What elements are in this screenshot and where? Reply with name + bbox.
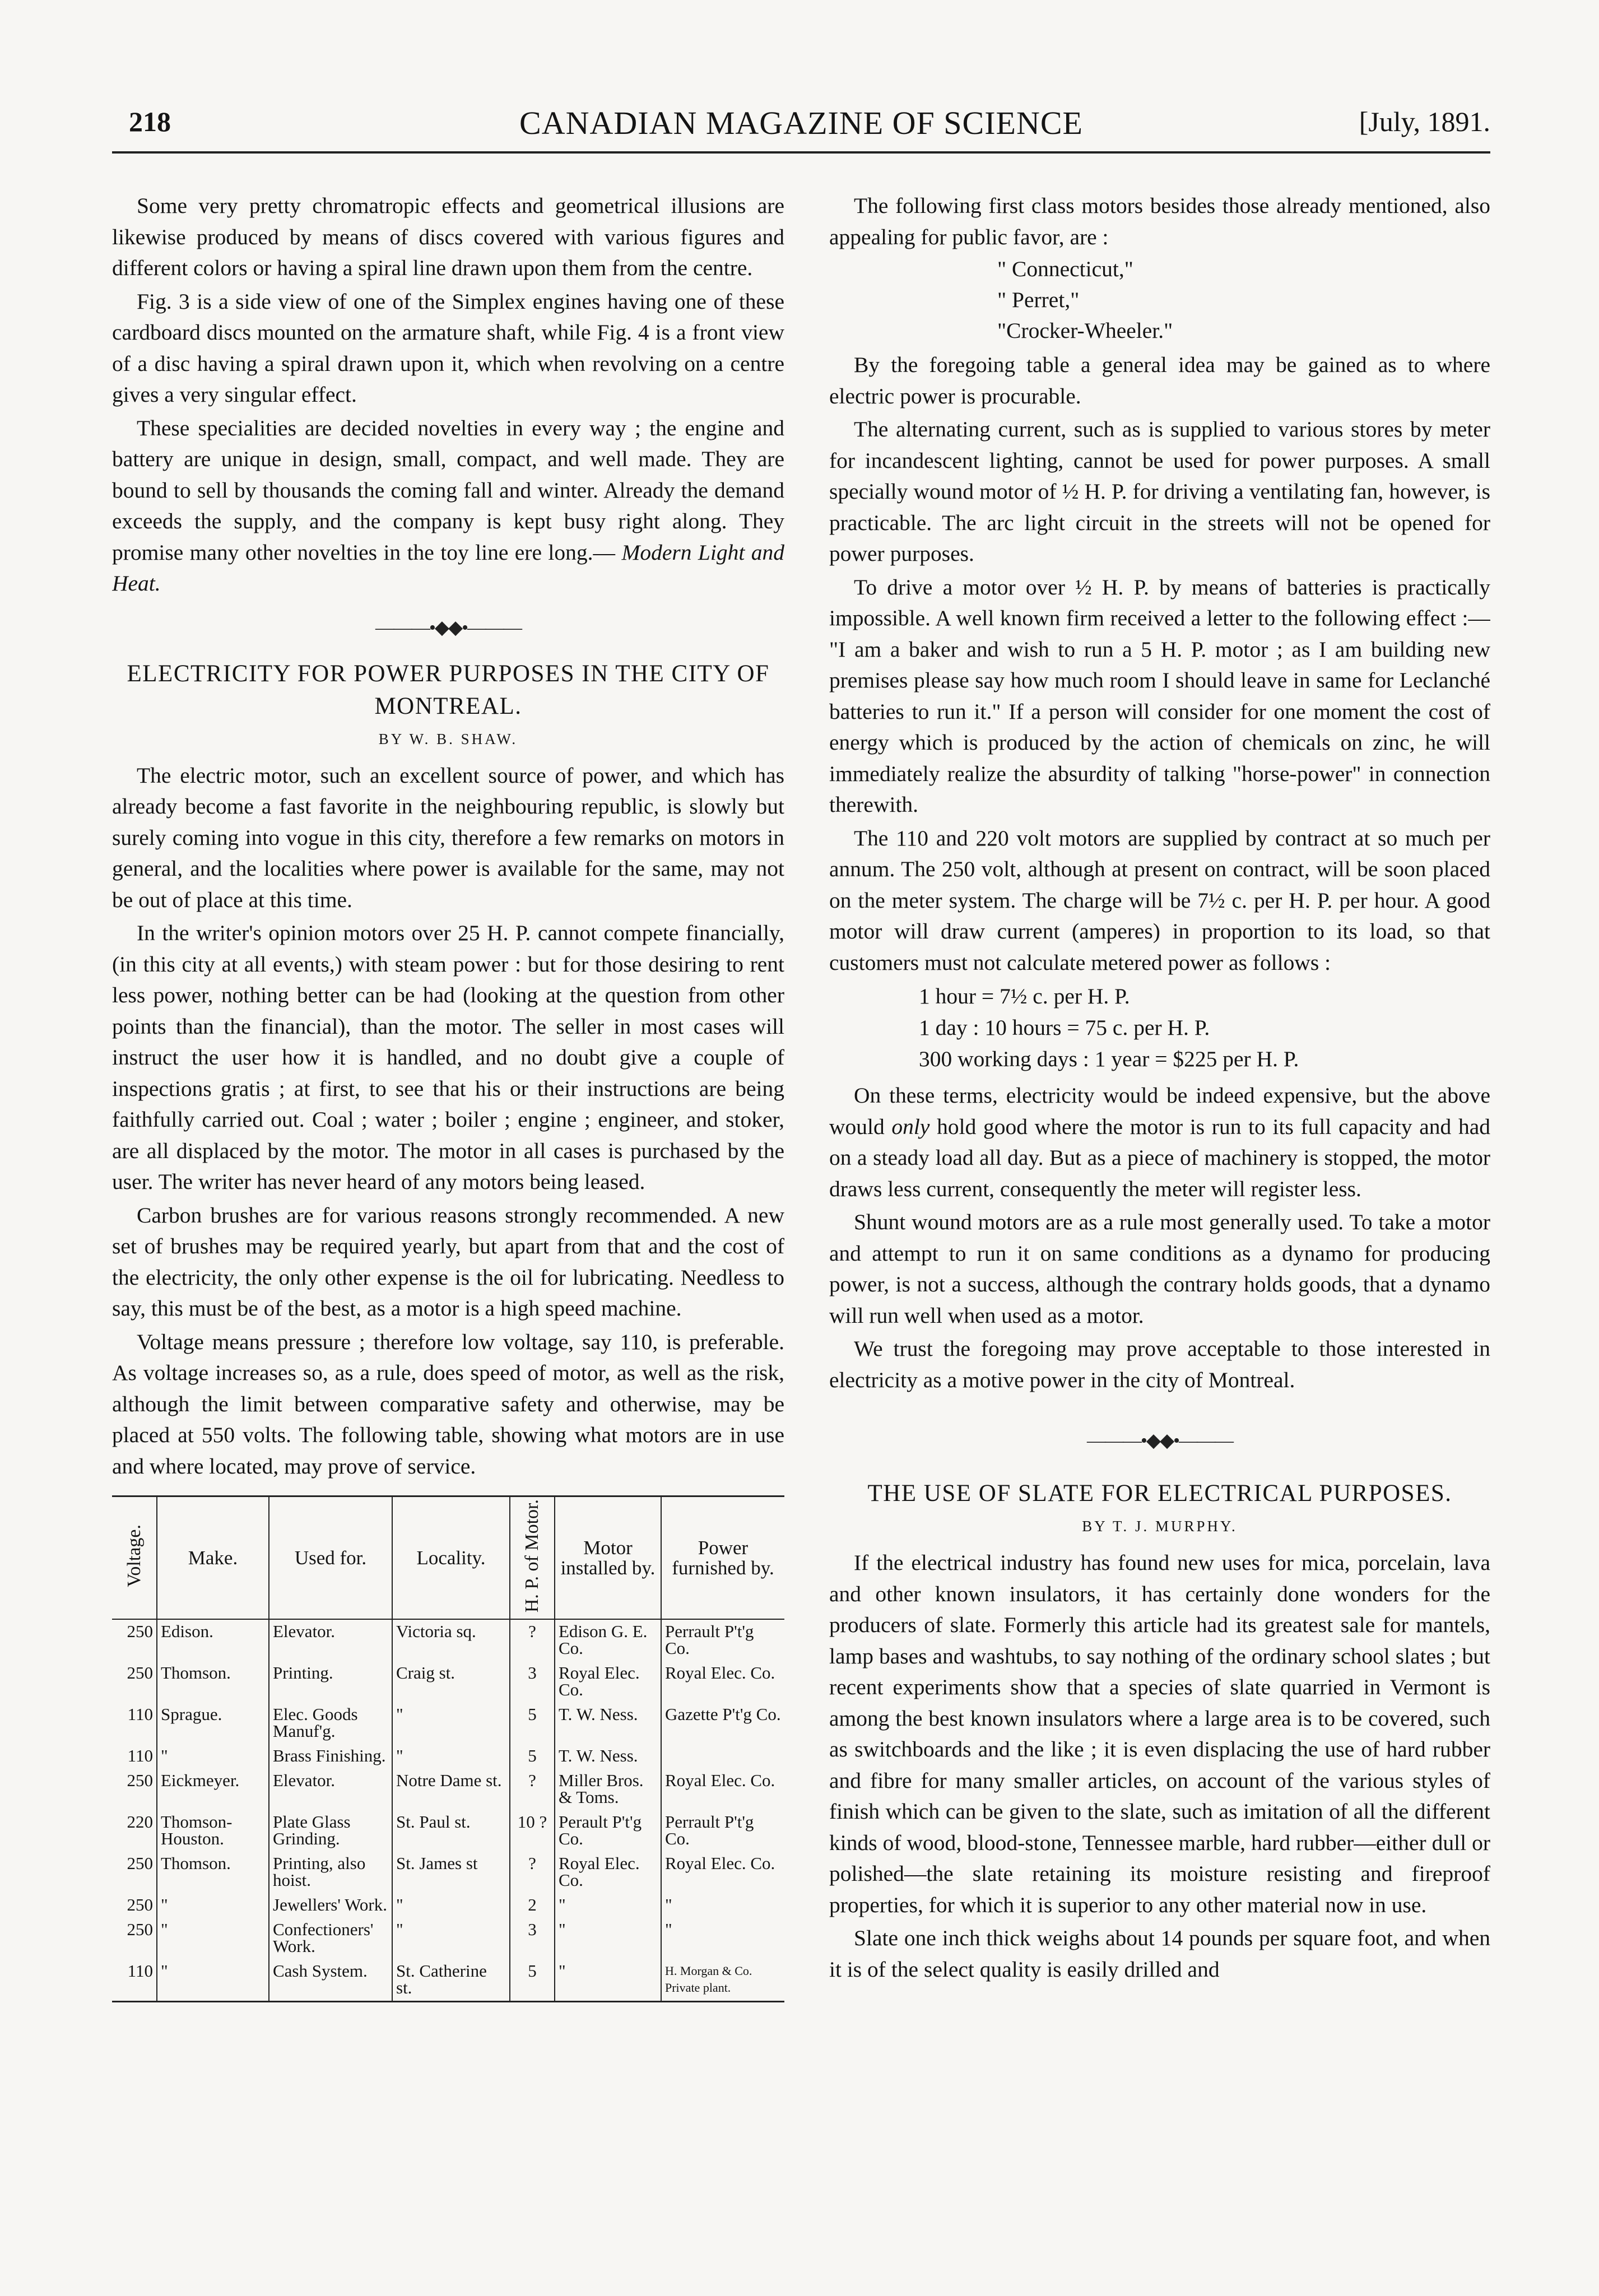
table-row <box>112 1893 784 1918</box>
body-paragraph: Some very pretty chromatropic effects and geometrical illusions are likewise produced by means of discs covered with various figures and different colors or having a spiral line drawn upon them from the centre. <box>112 193 784 280</box>
table-cell-locality: " <box>392 1703 510 1744</box>
motor-name: " Perret," <box>997 287 1080 312</box>
table-cell-furnished-by <box>661 1744 784 1769</box>
body-paragraph: On these terms, electricity would be indeed expensive, but the above would only hold good where the motor is run to its full capacity and had on a steady load all day. But as a piece of machinery is stopped, the motor draws less current, consequently the meter will register less. <box>829 1083 1490 1201</box>
table-cell-used-for: Confectioners' Work. <box>269 1918 392 1959</box>
table-cell-make: Eickmeyer. <box>157 1769 269 1810</box>
table-row <box>112 1810 784 1852</box>
table-cell-locality: Notre Dame st. <box>392 1769 510 1810</box>
body-paragraph: Shunt wound motors are as a rule most generally used. To take a motor and attempt to run it on same conditions as a dynamo for producing power, is not a success, although the contrary holds goods, that a dynamo will run well when used as a motor. <box>829 1210 1490 1328</box>
table-cell-installed-by: Royal Elec. Co. <box>555 1661 661 1703</box>
table-cell-hp: 10 ? <box>510 1810 555 1852</box>
table-cell-hp: 5 <box>510 1703 555 1744</box>
motor-name: " Connecticut," <box>997 257 1133 281</box>
column-header: H. P. of Motor. <box>510 1497 555 1619</box>
table-cell-installed-by: T. W. Ness. <box>555 1703 661 1744</box>
article-title: ELECTRICITY FOR POWER PURPOSES IN THE CITY OF MONTREAL. <box>127 660 770 719</box>
body-paragraph: The 110 and 220 volt motors are supplied by contract at so much per annum. The 250 volt, although at present on contract, will be soon placed on the meter system. The charge will be 7½ c. per H. P. per hour. A good motor will draw current (amperes) in proportion to its load, so that customers must not calculate metered power as follows : <box>829 825 1490 975</box>
body-paragraph: The electric motor, such an excellent source of power, and which has already become a fast favorite in the neighbouring republic, is slowly but surely coming into vogue in this city, therefore a few remarks on motors in general, and the localities where power is available for the same, may not be out of place at this time. <box>112 763 784 912</box>
table-cell-installed-by: Perault P't'g Co. <box>555 1810 661 1852</box>
table-cell-make: " <box>157 1893 269 1918</box>
table-cell-hp: ? <box>510 1619 555 1661</box>
table-cell-installed-by: T. W. Ness. <box>555 1744 661 1769</box>
table-cell-furnished-by: Royal Elec. Co. <box>665 1770 775 1791</box>
table-cell-furnished-by: Gazette P't'g Co. <box>665 1704 781 1725</box>
table-cell-hp: 3 <box>510 1661 555 1703</box>
table-cell-installed-by: " <box>555 1959 661 2001</box>
table-cell-installed-by: Edison G. E. Co. <box>555 1619 661 1661</box>
page-number: 218 <box>129 106 171 137</box>
column-header: Motor installed by. <box>555 1497 661 1619</box>
cost-calculation <box>919 980 1490 1075</box>
table-cell-voltage: 110 <box>112 1744 157 1769</box>
body-paragraph: Voltage means pressure ; therefore low voltage, say 110, is preferable. As voltage increases so, as a rule, does speed of motor, as well as the risk, although the limit between comparative safety and otherwise, may be placed at 550 volts. The following table, showing what motors are in use and where located, may prove of service. <box>112 1329 784 1479</box>
table-cell-used-for: Brass Finishing. <box>269 1744 392 1769</box>
table-cell-hp: 5 <box>510 1744 555 1769</box>
table-cell-furnished-by: H. Morgan & Co. Private plant. <box>665 1964 752 1995</box>
novelties-text: These specialities are decided novelties in every way ; the engine and battery are unique in design, small, compact, and well made. They are bound to sell by thousands the coming fall and winter. Already the demand exceeds the supply, and the company is kept busy right along. They promise many other novelties in the toy line ere long.— <box>112 415 784 565</box>
table-cell-used-for: Cash System. <box>269 1959 392 2001</box>
page-header <box>112 94 1490 150</box>
body-paragraph: The following first class motors besides those already mentioned, also appealing for public favor, are : <box>829 193 1490 249</box>
table-cell-furnished-by: Royal Elec. Co. <box>665 1853 775 1874</box>
table-row <box>112 1703 784 1744</box>
body-paragraph: The alternating current, such as is supplied to various stores by meter for incandescent lighting, cannot be used for power purposes. A small specially wound motor of ½ H. P. for driving a ventilating fan, however, is practicable. The arc light circuit in the streets will not be opened for power purposes. <box>829 417 1490 566</box>
table-cell-used-for: Printing. <box>269 1661 392 1703</box>
table-cell-hp: 2 <box>510 1893 555 1918</box>
table-cell-installed-by: " <box>555 1918 661 1959</box>
issue-date: [July, 1891. <box>1359 106 1490 137</box>
body-paragraph: Fig. 3 is a side view of one of the Simplex engines having one of these cardboard discs mounted on the armature shaft, while Fig. 4 is a front view of a disc having a spiral drawn upon it, which when revolving on a centre gives a very singular effect. <box>112 289 784 407</box>
table-cell-furnished-by: Royal Elec. Co. <box>665 1663 775 1683</box>
table-cell-used-for: Elevator. <box>269 1619 392 1661</box>
table-cell-furnished-by: Perrault P't'g Co. <box>665 1621 754 1658</box>
table-cell-furnished-by: " <box>665 1919 672 1940</box>
journal-title: CANADIAN MAGAZINE OF SCIENCE <box>519 105 1083 141</box>
table-cell-voltage: 250 <box>112 1769 157 1810</box>
table-row <box>112 1744 784 1769</box>
motor-name: "Crocker-Wheeler." <box>997 318 1173 343</box>
calc-line: 1 day : 10 hours = 75 c. per H. P. <box>919 1015 1210 1040</box>
table-cell-locality: St. James st <box>392 1852 510 1893</box>
table-row <box>112 1959 784 2001</box>
body-paragraph: Carbon brushes are for various reasons strongly recommended. A new set of brushes may be required yearly, but apart from that and the cost of the electricity, the only other expense is the oil for lubricating. Needless to say, this must be of the best, as a motor is a high speed machine. <box>112 1202 784 1321</box>
table-row <box>112 1918 784 1959</box>
table-cell-voltage: 250 <box>112 1619 157 1661</box>
motor-names-list <box>997 254 1490 346</box>
table-cell-hp: ? <box>510 1852 555 1893</box>
right-column <box>829 190 1490 2264</box>
table-cell-used-for: Printing, also hoist. <box>269 1852 392 1893</box>
table-cell-locality: Craig st. <box>392 1661 510 1703</box>
column-header: Make. <box>157 1497 269 1619</box>
table-cell-make: " <box>157 1959 269 2001</box>
table-cell-installed-by: Royal Elec. Co. <box>555 1852 661 1893</box>
table-cell-locality: " <box>392 1893 510 1918</box>
table-cell-voltage: 220 <box>112 1810 157 1852</box>
table-row <box>112 1852 784 1893</box>
body-paragraph: We trust the foregoing may prove acceptable to those interested in electricity as a motive power in the city of Montreal. <box>829 1336 1490 1392</box>
table-cell-hp: 5 <box>510 1959 555 2001</box>
table-cell-locality: Victoria sq. <box>392 1619 510 1661</box>
table-cell-used-for: Elec. Goods Manuf'g. <box>269 1703 392 1744</box>
table-cell-used-for: Jewellers' Work. <box>269 1893 392 1918</box>
column-header: Used for. <box>269 1497 392 1619</box>
table-cell-locality: " <box>392 1744 510 1769</box>
motors-table <box>112 1495 784 2002</box>
table-cell-locality: " <box>392 1918 510 1959</box>
header-rule <box>112 151 1490 154</box>
table-cell-voltage: 110 <box>112 1959 157 2001</box>
table-cell-voltage: 250 <box>112 1893 157 1918</box>
body-paragraph <box>112 413 784 599</box>
table-cell-hp: 3 <box>510 1918 555 1959</box>
left-column <box>112 190 784 2264</box>
table-cell-installed-by: " <box>555 1893 661 1918</box>
table-cell-locality: St. Catherine st. <box>392 1959 510 2001</box>
table-cell-make: " <box>157 1918 269 1959</box>
body-paragraph: To drive a motor over ½ H. P. by means of batteries is practically impossible. A well known firm received a letter to the following effect :— "I am a baker and wish to run a 5 H. P. motor ; as I am building new premises please say how much room I should leave in same for Leclanché batteries to run it." If a person will consider for one moment the cost of energy which is produced by the action of chemicals on zinc, he will immediately realize the absurdity of talking "horse-power" in connection therewith. <box>829 574 1490 817</box>
table-cell-make: Sprague. <box>157 1703 269 1744</box>
calc-line: 300 working days : 1 year = $225 per H. P. <box>919 1047 1299 1071</box>
emphasis: only <box>891 1114 930 1139</box>
table-cell-used-for: Plate Glass Grinding. <box>269 1810 392 1852</box>
column-header: Power furnished by. <box>661 1497 784 1619</box>
table-cell-make: " <box>157 1744 269 1769</box>
article-byline: BY W. B. SHAW. <box>378 730 518 747</box>
table-cell-furnished-by: " <box>665 1895 672 1915</box>
table-cell-used-for: Elevator. <box>269 1769 392 1810</box>
section-ornament: ———•◆◆•——— <box>1086 1430 1233 1451</box>
table-row <box>112 1769 784 1810</box>
table-cell-make: Thomson. <box>157 1852 269 1893</box>
table-row <box>112 1619 784 1661</box>
table-cell-voltage: 110 <box>112 1703 157 1744</box>
source-citation: Modern Light and Heat. <box>112 540 784 596</box>
article-title: THE USE OF SLATE FOR ELECTRICAL PURPOSES. <box>867 1480 1452 1507</box>
body-paragraph: In the writer's opinion motors over 25 H. P. cannot compete financially, (in this city at all events,) with steam power : but for those desiring to rent less power, nothing better can be had (looking at the question from other points than the financial), than the motor. The seller in most cases will instruct the user how it is handled, and no doubt give a couple of inspections gratis ; at first, to see that his or their instructions are being faithfully carried out. Coal ; water ; boiler ; engine ; engineer, and stoker, are all displaced by the motor. The motor in all cases is purchased by the user. The writer has never heard of any motors being leased. <box>112 921 784 1194</box>
column-header: Locality. <box>392 1497 510 1619</box>
table-cell-locality: St. Paul st. <box>392 1810 510 1852</box>
table-row <box>112 1661 784 1703</box>
table-header-row <box>112 1497 784 1619</box>
body-paragraph: If the electrical industry has found new uses for mica, porcelain, lava and other known insulators, it has certainly done wonders for the producers of slate. Formerly this article had its greatest sale for mantels, lamp bases and washtubs, to say nothing of the ordinary school slates ; but recent experiments show that a species of slate quarried in Vermont is among the best known insulators where a large area is to be covered, such as switchboards and the like ; it is even displacing the use of hard rubber and fibre for many smaller articles, on account of the various styles of finish which can be given to the slate, such as imitation of all the different kinds of wood, blood-stone, Tennessee marble, hard rubber—either dull or polished—the slate retaining its moisture resisting and fireproof properties, for which it is superior to any other material now in use. <box>829 1550 1490 1917</box>
body-paragraph: Slate one inch thick weighs about 14 pounds per square foot, and when it is of the select quality is easily drilled and <box>829 1926 1490 1982</box>
table-cell-installed-by: Miller Bros. & Toms. <box>555 1769 661 1810</box>
article-byline: BY T. J. MURPHY. <box>1082 1518 1238 1535</box>
section-ornament: ———•◆◆•——— <box>375 617 522 638</box>
table-cell-make: Thomson. <box>157 1661 269 1703</box>
table-cell-voltage: 250 <box>112 1661 157 1703</box>
column-header: Voltage. <box>112 1497 157 1619</box>
calc-line: 1 hour = 7½ c. per H. P. <box>919 984 1130 1008</box>
table-cell-make: Edison. <box>157 1619 269 1661</box>
table-cell-hp: ? <box>510 1769 555 1810</box>
table-cell-voltage: 250 <box>112 1918 157 1959</box>
body-paragraph: By the foregoing table a general idea may be gained as to where electric power is procurable. <box>829 352 1490 408</box>
table-cell-voltage: 250 <box>112 1852 157 1893</box>
table-cell-furnished-by: Perrault P't'g Co. <box>665 1812 754 1849</box>
table-cell-make: Thomson-Houston. <box>157 1810 269 1852</box>
